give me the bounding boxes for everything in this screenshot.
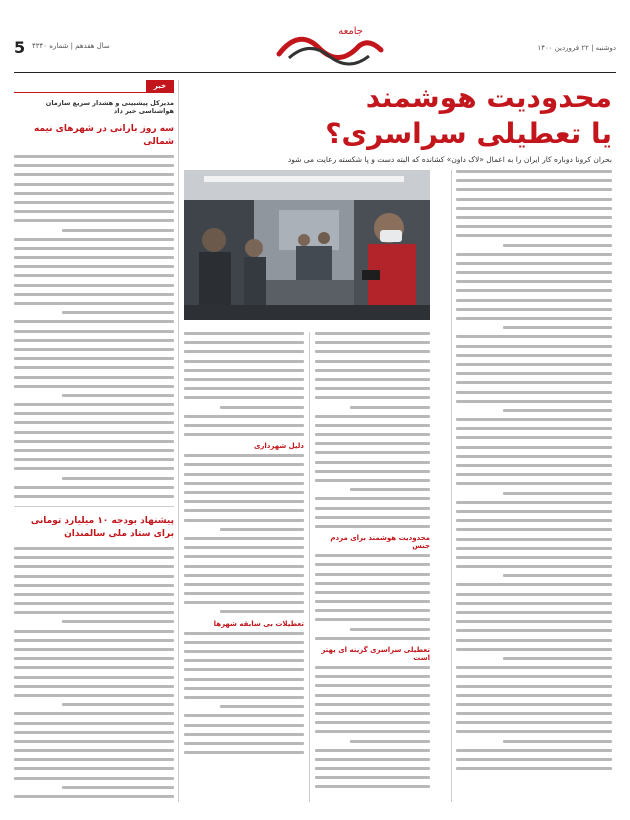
text-line [315, 442, 430, 445]
text-line [456, 602, 612, 605]
text-line [315, 554, 430, 557]
text-line [315, 378, 430, 381]
text-line [456, 299, 612, 302]
text-line [315, 396, 430, 399]
text-line [220, 406, 304, 409]
text-line [350, 740, 431, 743]
text-line [184, 341, 304, 344]
text-line [14, 330, 174, 333]
text-line [456, 455, 612, 458]
text-line [184, 555, 304, 558]
subhead-3: دلیل شهرداری [253, 442, 304, 451]
text-line [315, 582, 430, 585]
text-line [14, 648, 174, 651]
text-line [14, 247, 174, 250]
subway-photo [184, 170, 430, 320]
text-line [14, 265, 174, 268]
text-line [456, 758, 612, 761]
text-line [14, 547, 174, 550]
news-headline-2[interactable]: پیشنهاد بودجه ۱۰ میلیارد تومانی برای ستاد ملی سالمندان [30, 515, 174, 539]
text-line [184, 433, 304, 436]
text-line [456, 538, 612, 541]
column-rule [178, 80, 179, 802]
text-line [456, 354, 612, 357]
text-line [456, 253, 612, 256]
text-line [184, 537, 304, 540]
text-line [503, 492, 612, 495]
text-line [456, 198, 612, 201]
text-line [456, 712, 612, 715]
text-line [184, 454, 304, 457]
text-line [315, 433, 430, 436]
text-line [456, 648, 612, 651]
text-line [315, 730, 430, 733]
text-line [184, 687, 304, 690]
text-line [315, 563, 430, 566]
text-line [14, 731, 174, 734]
text-line [456, 547, 612, 550]
text-line [456, 730, 612, 733]
text-line [456, 381, 612, 384]
text-line [184, 696, 304, 699]
text-line [14, 657, 174, 660]
text-line [456, 556, 612, 559]
text-line [62, 477, 174, 480]
text-line [456, 280, 612, 283]
text-line [503, 326, 612, 329]
column-rule [309, 332, 310, 802]
text-line [315, 573, 430, 576]
text-line [315, 497, 430, 500]
text-line [14, 173, 174, 176]
text-line [14, 749, 174, 752]
text-line [14, 192, 174, 195]
text-line [184, 742, 304, 745]
text-line [184, 668, 304, 671]
text-line [456, 703, 612, 706]
text-line [456, 363, 612, 366]
text-line [14, 584, 174, 587]
article-column-1 [456, 170, 612, 776]
text-line [456, 620, 612, 623]
text-line [456, 473, 612, 476]
text-line [315, 749, 430, 752]
text-line [14, 274, 174, 277]
text-line [456, 583, 612, 586]
text-line [14, 164, 174, 167]
text-line [14, 602, 174, 605]
text-line [315, 776, 430, 779]
text-line [456, 694, 612, 697]
text-line [14, 302, 174, 305]
text-line [184, 592, 304, 595]
text-line [184, 378, 304, 381]
text-line [315, 451, 430, 454]
text-line [456, 436, 612, 439]
text-line [315, 694, 430, 697]
text-line [184, 350, 304, 353]
text-line [14, 712, 174, 715]
text-line [14, 348, 174, 351]
text-line [184, 641, 304, 644]
text-line [456, 372, 612, 375]
text-line [315, 618, 430, 621]
text-line [184, 733, 304, 736]
text-line [184, 509, 304, 512]
text-line [456, 639, 612, 642]
text-line [184, 659, 304, 662]
subhead-4: تعطیلات بی سابقه شهرها [213, 619, 304, 628]
text-line [456, 611, 612, 614]
text-line [184, 546, 304, 549]
text-line [184, 724, 304, 727]
text-line [14, 795, 174, 798]
text-line [456, 510, 612, 513]
text-line [14, 777, 174, 780]
text-line [456, 345, 612, 348]
news-badge: خبر [146, 80, 174, 92]
text-line [14, 722, 174, 725]
text-line [220, 528, 304, 531]
text-line [14, 366, 174, 369]
issue-date: دوشنبه | ۲۲ فروردین ۱۴۰۰ [537, 44, 616, 52]
text-line [14, 740, 174, 743]
article-headline [192, 80, 612, 152]
text-line [315, 341, 430, 344]
text-line [62, 394, 174, 397]
newspaper-logo [269, 18, 389, 66]
text-line [184, 500, 304, 503]
text-line [456, 501, 612, 504]
text-line [184, 565, 304, 568]
article-lead: بحران کرونا دوباره کار ایران را به اعمال «لاک داون» کشانده که البته دست و پا شکسته رعایت می شود [287, 155, 612, 164]
news-kicker: مدیرکل پیشبینی و هشدار سریع سازمان هواشناسی خبر داد [45, 99, 174, 115]
text-line [14, 565, 174, 568]
text-line [14, 486, 174, 489]
text-line [456, 464, 612, 467]
text-line [14, 339, 174, 342]
text-line [315, 600, 430, 603]
text-line [184, 678, 304, 681]
text-line [315, 350, 430, 353]
text-line [14, 676, 174, 679]
text-line [315, 424, 430, 427]
text-line [62, 620, 174, 623]
text-line [14, 630, 174, 633]
text-line [184, 574, 304, 577]
text-line [315, 470, 430, 473]
text-line [184, 360, 304, 363]
text-line [315, 525, 430, 528]
text-line [14, 320, 174, 323]
text-line [456, 225, 612, 228]
text-line [350, 406, 431, 409]
text-line [456, 391, 612, 394]
headline-line-1: محدودیت هوشمند [365, 81, 612, 114]
text-line [456, 179, 612, 182]
text-line [456, 271, 612, 274]
issue-label: سال هفدهم | شماره ۴۳۴۰ [32, 42, 110, 50]
text-line [14, 758, 174, 761]
text-line [315, 767, 430, 770]
text-line [315, 332, 430, 335]
text-line [14, 575, 174, 578]
text-line [456, 400, 612, 403]
text-line [315, 637, 430, 640]
text-line [456, 685, 612, 688]
text-line [14, 685, 174, 688]
text-line [456, 188, 612, 191]
text-line [14, 440, 174, 443]
text-line [456, 749, 612, 752]
text-line [503, 244, 612, 247]
text-line [456, 629, 612, 632]
text-line [503, 740, 612, 743]
text-line [315, 703, 430, 706]
text-line [14, 238, 174, 241]
text-line [315, 785, 430, 788]
text-line [456, 565, 612, 568]
text-line [184, 482, 304, 485]
text-line [14, 449, 174, 452]
text-line [14, 666, 174, 669]
text-line [456, 335, 612, 338]
text-line [14, 421, 174, 424]
text-line [456, 308, 612, 311]
text-line [14, 694, 174, 697]
text-line [14, 183, 174, 186]
text-line [456, 207, 612, 210]
text-line [14, 385, 174, 388]
text-line [14, 210, 174, 213]
text-line [184, 369, 304, 372]
text-line [184, 415, 304, 418]
text-line [184, 519, 304, 522]
text-line [315, 479, 430, 482]
text-line [315, 507, 430, 510]
text-line [14, 256, 174, 259]
text-line [315, 461, 430, 464]
text-line [315, 591, 430, 594]
text-line [220, 610, 304, 613]
text-line [184, 387, 304, 390]
text-line [315, 516, 430, 519]
text-line [14, 556, 174, 559]
text-line [184, 751, 304, 754]
text-line [456, 289, 612, 292]
text-line [456, 721, 612, 724]
text-line [456, 666, 612, 669]
text-line [14, 467, 174, 470]
text-line [456, 482, 612, 485]
masthead [14, 18, 616, 73]
text-line [184, 424, 304, 427]
text-line [456, 170, 612, 173]
text-line [220, 705, 304, 708]
text-line [14, 431, 174, 434]
text-line [456, 675, 612, 678]
text-line [184, 650, 304, 653]
text-line [184, 491, 304, 494]
text-line [503, 657, 612, 660]
text-line [456, 767, 612, 770]
text-line [315, 415, 430, 418]
text-line [14, 593, 174, 596]
text-line [456, 528, 612, 531]
article-column-3 [184, 332, 304, 760]
text-line [14, 219, 174, 222]
text-line [184, 473, 304, 476]
text-line [62, 786, 174, 789]
text-line [456, 418, 612, 421]
text-line [184, 396, 304, 399]
text-line [315, 387, 430, 390]
text-line [315, 369, 430, 372]
text-line [62, 229, 174, 232]
text-line [14, 458, 174, 461]
subhead-1: محدودیت هوشمند برای مردم جنس [330, 534, 430, 551]
text-line [315, 609, 430, 612]
text-line [315, 666, 430, 669]
text-line [184, 632, 304, 635]
text-line [315, 684, 430, 687]
text-line [350, 628, 431, 631]
text-line [14, 357, 174, 360]
text-line [14, 201, 174, 204]
text-line [184, 601, 304, 604]
text-line [315, 758, 430, 761]
text-line [14, 403, 174, 406]
column-rule [451, 170, 452, 802]
text-line [456, 216, 612, 219]
text-line [456, 262, 612, 265]
text-line [14, 767, 174, 770]
text-line [14, 639, 174, 642]
text-line [62, 703, 174, 706]
text-line [14, 376, 174, 379]
text-line [503, 409, 612, 412]
text-line [14, 412, 174, 415]
logo-word: جامعه [338, 26, 363, 37]
text-line [456, 427, 612, 430]
text-line [14, 293, 174, 296]
article-column-2 [315, 332, 430, 795]
text-line [184, 332, 304, 335]
text-line [456, 234, 612, 237]
text-line [315, 712, 430, 715]
text-line [315, 675, 430, 678]
headline-line-2: یا تعطیلی سراسری؟ [325, 117, 612, 150]
text-line [14, 155, 174, 158]
text-line [350, 488, 431, 491]
text-line [14, 284, 174, 287]
text-line [456, 446, 612, 449]
text-line [14, 495, 174, 498]
page-number: 5 [14, 38, 26, 57]
text-line [62, 311, 174, 314]
text-line [184, 714, 304, 717]
news-sidebar [14, 80, 174, 804]
text-line [503, 574, 612, 577]
text-line [456, 317, 612, 320]
text-line [14, 611, 174, 614]
text-line [315, 360, 430, 363]
text-line [456, 519, 612, 522]
text-line [184, 463, 304, 466]
text-line [456, 593, 612, 596]
text-line [184, 583, 304, 586]
text-line [315, 721, 430, 724]
news-headline-1[interactable]: سه روز بارانی در شهرهای نیمه شمالی [33, 124, 174, 147]
subhead-2: تعطیلی سراسری گزینه ای بهتر است [321, 646, 430, 662]
